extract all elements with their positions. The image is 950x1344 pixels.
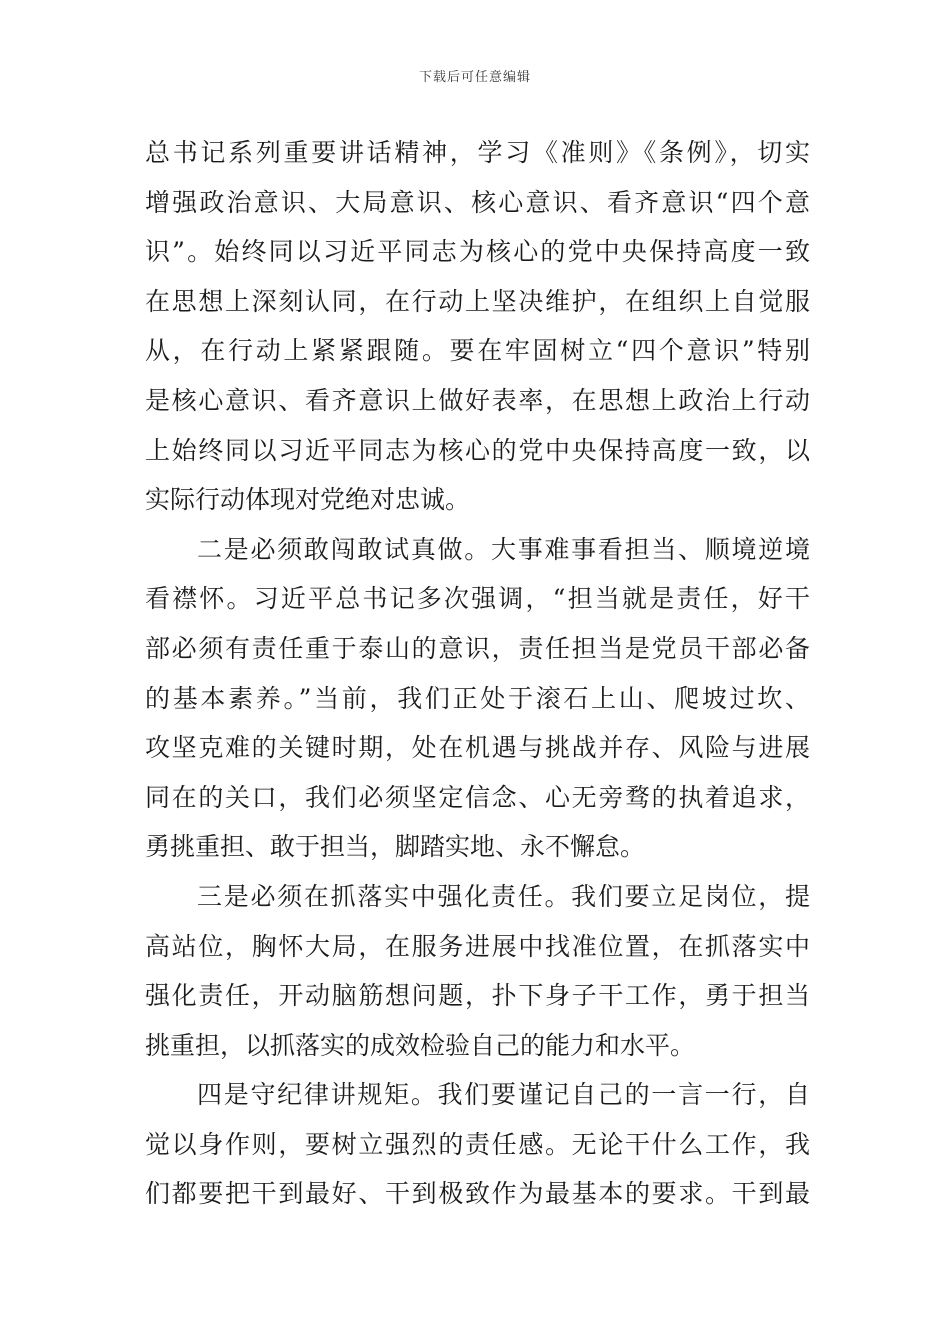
text-line: 强化责任，开动脑筋想问题，扑下身子干工作，勇于担当 xyxy=(145,981,810,1011)
paragraph xyxy=(145,128,810,525)
text-line: 在思想上深刻认同，在行动上坚决维护，在组织上自觉服 xyxy=(145,286,810,316)
text-line: 增强政治意识、大局意识、核心意识、看齐意识“四个意 xyxy=(145,187,810,217)
text-line: 上始终同以习近平同志为核心的党中央保持高度一致，以 xyxy=(145,435,810,465)
text-line: 攻坚克难的关键时期，处在机遇与挑战并存、风险与进展 xyxy=(145,733,810,763)
text-line: 勇挑重担、敢于担当，脚踏实地、永不懈怠。 xyxy=(145,832,646,862)
text-line: 部必须有责任重于泰山的意识，责任担当是党员干部必备 xyxy=(145,633,810,663)
text-line: 高站位，胸怀大局，在服务进展中找准位置，在抓落实中 xyxy=(145,931,810,961)
text-line: 觉以身作则，要树立强烈的责任感。无论干什么工作，我 xyxy=(145,1129,810,1159)
text-line: 的基本素养。”当前，我们正处于滚石上山、爬坡过坎、 xyxy=(145,683,810,713)
paragraph xyxy=(145,872,810,1070)
text-line: 们都要把干到最好、干到极致作为最基本的要求。干到最 xyxy=(145,1179,810,1209)
text-line: 同在的关口，我们必须坚定信念、心无旁骛的执着追求， xyxy=(145,782,810,812)
text-line: 总书记系列重要讲话精神，学习《准则》《条例》，切实 xyxy=(145,138,810,167)
page-header-note: 下载后可任意编辑 xyxy=(418,70,531,85)
text-line: 三是必须在抓落实中强化责任。我们要立足岗位，提 xyxy=(197,881,810,911)
text-line: 挑重担，以抓落实的成效检验自己的能力和水平。 xyxy=(145,1030,696,1060)
paragraph xyxy=(145,525,810,872)
document-body xyxy=(145,128,810,1219)
text-line: 是核心意识、看齐意识上做好表率，在思想上政治上行动 xyxy=(145,385,810,415)
text-line: 二是必须敢闯敢试真做。大事难事看担当、顺境逆境 xyxy=(197,534,810,564)
paragraph xyxy=(145,1070,810,1219)
text-line: 四是守纪律讲规矩。我们要谨记自己的一言一行，自 xyxy=(197,1080,810,1110)
text-line: 看襟怀。习近平总书记多次强调，“担当就是责任，好干 xyxy=(145,584,810,614)
text-line: 实际行动体现对党绝对忠诚。 xyxy=(145,485,471,515)
text-line: 识”。始终同以习近平同志为核心的党中央保持高度一致 xyxy=(145,237,810,267)
text-line: 从，在行动上紧紧跟随。要在牢固树立“四个意识”特别 xyxy=(145,336,810,366)
